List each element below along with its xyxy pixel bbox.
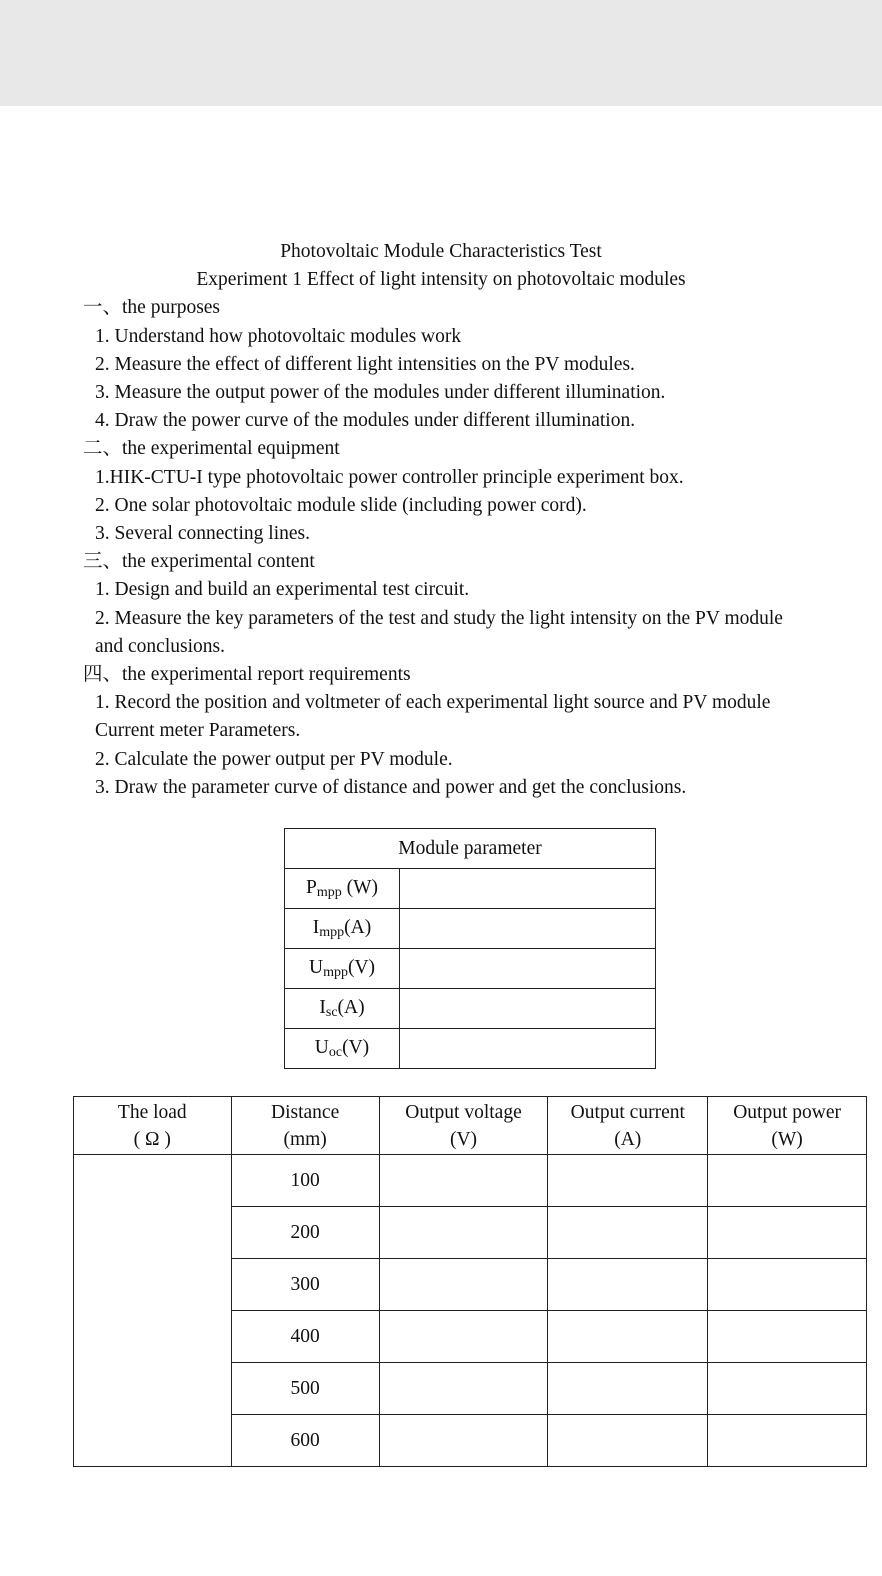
column-header: Output current (A): [548, 1097, 708, 1155]
voltage-cell[interactable]: [379, 1259, 548, 1311]
param-value-cell[interactable]: [400, 909, 656, 949]
power-cell[interactable]: [708, 1363, 867, 1415]
column-header: Output power (W): [708, 1097, 867, 1155]
param-label: $I_{sc}(A)$: [285, 989, 400, 1029]
document-body: [0, 238, 882, 802]
module-row: [285, 949, 656, 989]
param-value-cell[interactable]: [400, 869, 656, 909]
voltage-cell[interactable]: [379, 1363, 548, 1415]
column-header: Distance (mm): [231, 1097, 379, 1155]
voltage-cell[interactable]: [379, 1207, 548, 1259]
doc-subtitle: Experiment 1 Effect of light intensity on photovoltaic modules: [196, 269, 686, 291]
power-cell[interactable]: [708, 1415, 867, 1467]
power-cell[interactable]: [708, 1259, 867, 1311]
distance-cell: 300: [231, 1259, 379, 1311]
power-cell[interactable]: [708, 1155, 867, 1207]
section-heading: 三、the experimental content: [83, 551, 315, 573]
section-item: 3. Draw the parameter curve of distance and power and get the conclusions.: [95, 776, 687, 798]
voltage-cell[interactable]: [379, 1415, 548, 1467]
column-header: The load ( Ω ): [74, 1097, 232, 1155]
voltage-cell[interactable]: [379, 1311, 548, 1363]
section-item: 2. One solar photovoltaic module slide (including power cord).: [95, 494, 587, 516]
module-row: [285, 869, 656, 909]
current-cell[interactable]: [548, 1311, 708, 1363]
param-label: $U_{mpp}(V)$: [285, 949, 400, 989]
doc-title: Photovoltaic Module Characteristics Test: [280, 241, 602, 262]
current-cell[interactable]: [548, 1363, 708, 1415]
top-gray-band: [0, 0, 882, 106]
section-item: 1.HIK-CTU-I type photovoltaic power controller principle experiment box.: [95, 466, 684, 488]
module-row: [285, 909, 656, 949]
module-row: [285, 1029, 656, 1069]
current-cell[interactable]: [548, 1207, 708, 1259]
section-heading: 四、the experimental report requirements: [83, 664, 411, 686]
distance-cell: 500: [231, 1363, 379, 1415]
param-label: $U_{oc}(V)$: [285, 1029, 400, 1069]
module-row: [285, 989, 656, 1029]
param-value-cell[interactable]: [400, 1029, 656, 1069]
section-item: 2. Measure the effect of different light intensities on the PV modules.: [95, 353, 635, 375]
voltage-cell[interactable]: [379, 1155, 548, 1207]
distance-cell: 400: [231, 1311, 379, 1363]
param-label: $I_{mpp}(A)$: [285, 909, 400, 949]
section-item: 1. Record the position and voltmeter of each experimental light source and PV module Current meter Parameters.: [95, 692, 771, 742]
section-heading: 一、the purposes: [83, 297, 221, 319]
current-cell[interactable]: [548, 1259, 708, 1311]
section-item: 1. Design and build an experimental test circuit.: [95, 579, 470, 601]
distance-cell: 600: [231, 1415, 379, 1467]
section-heading: 二、the experimental equipment: [83, 438, 340, 460]
table-row: [74, 1155, 867, 1207]
distance-cell: 200: [231, 1207, 379, 1259]
section-item: 3. Measure the output power of the modules under different illumination.: [95, 382, 666, 404]
module-parameter-table: [284, 828, 656, 1069]
load-cell[interactable]: [74, 1155, 232, 1467]
section-item: 2. Measure the key parameters of the test and study the light intensity on the PV module and conclusions.: [95, 607, 783, 657]
current-cell[interactable]: [548, 1415, 708, 1467]
module-table-header: Module parameter: [285, 829, 656, 869]
param-value-cell[interactable]: [400, 989, 656, 1029]
param-label: $P_{mpp}$ (W): [285, 869, 400, 909]
distance-cell: 100: [231, 1155, 379, 1207]
current-cell[interactable]: [548, 1155, 708, 1207]
column-header: Output voltage (V): [379, 1097, 548, 1155]
section-item: 2. Calculate the power output per PV module.: [95, 748, 453, 770]
param-value-cell[interactable]: [400, 949, 656, 989]
power-cell[interactable]: [708, 1311, 867, 1363]
power-cell[interactable]: [708, 1207, 867, 1259]
measurement-table: [73, 1096, 867, 1467]
section-item: 1. Understand how photovoltaic modules work: [95, 325, 462, 347]
section-item: 4. Draw the power curve of the modules under different illumination.: [95, 410, 636, 432]
section-item: 3. Several connecting lines.: [95, 523, 310, 545]
